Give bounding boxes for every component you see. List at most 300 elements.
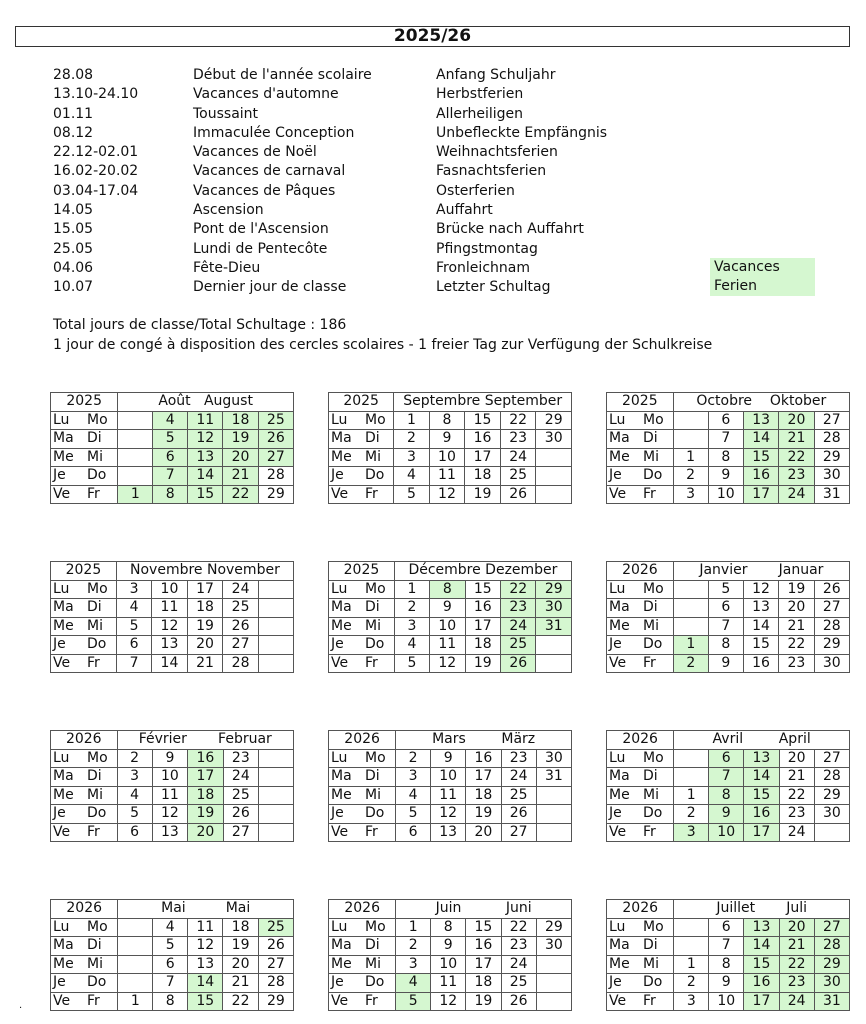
weekday-de: Mi <box>365 448 381 465</box>
day-cell <box>258 617 293 636</box>
weekday-fr: Je <box>53 636 66 653</box>
day-cell: 22 <box>779 636 814 655</box>
day-cell: 10 <box>152 768 187 787</box>
day-cell-holiday: 11 <box>188 411 223 430</box>
day-cell-holiday: 16 <box>744 805 779 824</box>
day-cell: 8 <box>709 955 744 974</box>
day-cell <box>259 768 294 787</box>
day-cell: 27 <box>501 823 536 842</box>
day-cell: 3 <box>117 768 152 787</box>
day-cell <box>673 617 708 636</box>
day-cell-holiday: 16 <box>744 974 779 993</box>
day-cell: 26 <box>258 937 293 956</box>
weekday-label <box>51 485 118 504</box>
day-cell-holiday: 21 <box>779 430 814 449</box>
day-cell: 2 <box>396 937 431 956</box>
day-cell: 1 <box>396 918 431 937</box>
weekday-fr: Ve <box>331 485 349 502</box>
day-cell: 11 <box>429 467 465 486</box>
day-cell <box>118 411 153 430</box>
day-cell: 23 <box>779 805 814 824</box>
day-cell: 25 <box>501 786 536 805</box>
month-name: Décembre Dezember <box>394 562 571 581</box>
weekday-label <box>607 448 674 467</box>
day-cell-holiday: 5 <box>153 430 188 449</box>
day-cell: 16 <box>743 654 778 673</box>
weekday-label <box>51 430 118 449</box>
weekday-fr: Je <box>331 467 344 484</box>
weekday-label <box>329 448 394 467</box>
weekday-label <box>51 448 118 467</box>
day-cell: 26 <box>501 805 536 824</box>
day-cell: 22 <box>779 786 814 805</box>
day-cell: 26 <box>501 992 536 1011</box>
day-cell: 12 <box>743 580 778 599</box>
day-cell: 2 <box>394 599 429 618</box>
day-cell: 31 <box>536 768 571 787</box>
weekday-fr: Ma <box>331 937 352 954</box>
weekday-de: Mo <box>365 749 386 766</box>
weekday-label <box>51 599 117 618</box>
day-cell-holiday: 14 <box>188 467 223 486</box>
month-year: 2026 <box>329 900 396 919</box>
day-cell: 4 <box>153 918 188 937</box>
day-cell-holiday: 20 <box>188 823 223 842</box>
weekday-fr: Lu <box>53 918 70 935</box>
month-name: Octobre Oktober <box>673 393 849 412</box>
weekday-label <box>51 823 118 842</box>
day-cell: 25 <box>223 599 259 618</box>
day-cell <box>673 430 708 449</box>
event-date: 01.11 <box>53 105 94 122</box>
weekday-fr: Je <box>609 805 622 822</box>
weekday-fr: Ma <box>53 599 74 616</box>
event-date: 16.02-20.02 <box>53 163 139 180</box>
weekday-fr: Je <box>53 974 66 991</box>
weekday-de: Fr <box>87 992 100 1009</box>
day-cell-holiday: 2 <box>673 654 708 673</box>
day-cell: 3 <box>396 768 431 787</box>
weekday-fr: Je <box>331 636 344 653</box>
day-cell: 8 <box>708 636 743 655</box>
day-cell <box>118 974 153 993</box>
weekday-fr: Je <box>609 467 622 484</box>
day-cell <box>673 580 708 599</box>
weekday-de: Do <box>365 974 385 991</box>
day-cell-holiday: 29 <box>814 955 849 974</box>
day-cell-holiday: 8 <box>153 485 188 504</box>
day-cell-holiday: 8 <box>430 580 465 599</box>
weekday-de: Mo <box>87 749 108 766</box>
day-cell: 18 <box>465 467 501 486</box>
weekday-fr: Je <box>53 467 66 484</box>
weekday-fr: Me <box>53 617 74 634</box>
day-cell: 7 <box>116 654 151 673</box>
weekday-label <box>51 805 118 824</box>
day-cell: 22 <box>500 411 536 430</box>
month-year: 2026 <box>607 562 674 581</box>
day-cell: 14 <box>152 654 188 673</box>
day-cell-holiday: 29 <box>536 580 572 599</box>
weekday-label <box>607 786 674 805</box>
day-cell-holiday: 4 <box>153 411 188 430</box>
event-label-fr: Vacances de Pâques <box>193 182 336 199</box>
day-cell-holiday: 14 <box>743 430 778 449</box>
weekday-fr: Lu <box>331 411 348 428</box>
weekday-label <box>329 749 396 768</box>
day-cell <box>258 636 293 655</box>
day-cell-holiday: 14 <box>744 768 779 787</box>
event-date: 10.07 <box>53 279 94 296</box>
day-cell: 11 <box>431 974 466 993</box>
month-table <box>328 561 572 673</box>
day-cell: 30 <box>536 430 572 449</box>
weekday-fr: Lu <box>53 580 70 597</box>
day-cell: 19 <box>466 805 501 824</box>
day-cell: 5 <box>116 617 151 636</box>
event-label-de: Pfingstmontag <box>436 240 538 257</box>
day-cell: 25 <box>223 786 258 805</box>
day-cell: 24 <box>223 768 258 787</box>
weekday-fr: Ve <box>609 485 627 502</box>
day-cell: 2 <box>674 974 709 993</box>
weekday-de: Do <box>643 805 663 822</box>
day-cell-holiday: 17 <box>744 992 779 1011</box>
day-cell: 11 <box>152 599 188 618</box>
day-cell-holiday: 22 <box>223 485 258 504</box>
day-cell-holiday: 30 <box>814 974 849 993</box>
weekday-fr: Ve <box>609 823 627 840</box>
weekday-fr: Lu <box>331 580 348 597</box>
day-cell: 18 <box>466 786 501 805</box>
weekday-fr: Lu <box>53 411 70 428</box>
day-cell: 4 <box>116 599 151 618</box>
day-cell-holiday: 22 <box>779 448 814 467</box>
day-cell: 20 <box>466 823 501 842</box>
day-cell-holiday: 27 <box>814 918 849 937</box>
event-label-fr: Début de l'année scolaire <box>193 67 372 83</box>
day-cell: 3 <box>674 992 709 1011</box>
event-label-de: Fasnachtsferien <box>436 163 547 180</box>
day-cell <box>536 467 572 486</box>
weekday-de: Di <box>87 430 102 447</box>
weekday-fr: Ma <box>53 937 74 954</box>
weekday-de: Mi <box>87 448 103 465</box>
day-cell-holiday: 17 <box>744 823 779 842</box>
event-date: 22.12-02.01 <box>53 144 139 161</box>
weekday-fr: Lu <box>53 749 70 766</box>
day-cell: 9 <box>152 749 187 768</box>
weekday-de: Fr <box>365 654 378 671</box>
weekday-de: Do <box>87 974 107 991</box>
day-cell: 28 <box>814 617 849 636</box>
weekday-label <box>51 992 118 1011</box>
event-label-de: Weihnachtsferien <box>436 144 558 161</box>
weekday-fr: Me <box>53 955 74 972</box>
weekday-de: Mi <box>643 786 659 803</box>
day-cell: 12 <box>152 805 187 824</box>
day-cell-holiday: 14 <box>744 937 779 956</box>
event-date: 25.05 <box>53 240 94 257</box>
day-cell: 30 <box>536 749 571 768</box>
weekday-de: Do <box>87 636 107 653</box>
day-cell: 19 <box>466 992 501 1011</box>
day-cell: 21 <box>187 654 223 673</box>
weekday-label <box>51 918 118 937</box>
weekday-de: Di <box>87 768 102 785</box>
day-cell: 2 <box>117 749 152 768</box>
day-cell: 6 <box>116 636 151 655</box>
day-cell: 1 <box>674 786 709 805</box>
month-table <box>328 899 572 1011</box>
day-cell: 3 <box>116 580 151 599</box>
day-cell-holiday: 7 <box>153 467 188 486</box>
weekday-label <box>329 786 396 805</box>
day-cell: 30 <box>814 467 849 486</box>
day-cell: 11 <box>430 636 465 655</box>
weekday-fr: Je <box>331 974 344 991</box>
event-label-fr: Lundi de Pentecôte <box>193 240 328 257</box>
weekday-label <box>607 617 674 636</box>
day-cell-holiday: 25 <box>258 411 293 430</box>
weekday-fr: Ve <box>331 823 349 840</box>
day-cell: 23 <box>501 937 536 956</box>
weekday-label <box>51 467 118 486</box>
day-cell <box>673 599 708 618</box>
weekday-de: Do <box>87 805 107 822</box>
weekday-de: Do <box>643 467 663 484</box>
weekday-label <box>607 636 674 655</box>
day-cell: 23 <box>500 430 536 449</box>
day-cell: 9 <box>430 599 465 618</box>
day-cell: 27 <box>223 636 259 655</box>
month-table <box>606 899 850 1011</box>
weekday-de: Di <box>365 937 380 954</box>
event-label-de: Fronleichnam <box>436 259 530 276</box>
day-cell: 7 <box>709 937 744 956</box>
day-cell: 22 <box>223 992 258 1011</box>
day-cell <box>536 636 572 655</box>
day-cell <box>814 823 849 842</box>
day-cell: 19 <box>465 485 501 504</box>
weekday-label <box>329 937 396 956</box>
day-cell: 24 <box>779 823 814 842</box>
weekday-de: Mi <box>365 617 381 634</box>
day-cell: 19 <box>223 937 258 956</box>
month-name: Février Februar <box>117 731 293 750</box>
day-cell: 4 <box>394 636 429 655</box>
weekday-label <box>329 823 396 842</box>
weekday-de: Mo <box>365 918 386 935</box>
day-cell: 29 <box>258 992 293 1011</box>
totals-block <box>53 315 712 355</box>
day-cell-holiday: 8 <box>709 786 744 805</box>
day-cell-holiday: 21 <box>779 937 814 956</box>
event-label-fr: Immaculée Conception <box>193 124 355 141</box>
event-label-fr: Vacances d'automne <box>193 86 339 103</box>
weekday-label <box>329 411 394 430</box>
day-cell: 21 <box>223 974 258 993</box>
day-cell: 27 <box>223 823 258 842</box>
day-cell-holiday: 31 <box>536 617 572 636</box>
day-cell: 16 <box>465 430 501 449</box>
weekday-fr: Ma <box>331 430 352 447</box>
event-label-fr: Vacances de Noël <box>193 144 317 161</box>
day-cell: 2 <box>394 430 429 449</box>
weekday-label <box>51 617 117 636</box>
day-cell: 13 <box>743 599 778 618</box>
day-cell-holiday: 16 <box>188 749 223 768</box>
weekday-label <box>607 430 674 449</box>
month-table <box>50 561 294 673</box>
weekday-label <box>607 974 674 993</box>
weekday-label <box>51 411 118 430</box>
day-cell: 3 <box>396 955 431 974</box>
weekday-label <box>329 805 396 824</box>
weekday-label <box>329 636 395 655</box>
day-cell: 25 <box>501 974 536 993</box>
event-date: 13.10-24.10 <box>53 86 139 103</box>
weekday-fr: Ma <box>53 768 74 785</box>
weekday-label <box>607 599 674 618</box>
day-cell: 28 <box>223 654 259 673</box>
weekday-fr: Me <box>609 955 630 972</box>
day-cell-holiday: 25 <box>258 918 293 937</box>
day-cell: 8 <box>429 411 465 430</box>
weekday-de: Mo <box>643 918 664 935</box>
weekday-label <box>51 768 118 787</box>
day-cell <box>259 786 294 805</box>
weekday-de: Mi <box>643 955 659 972</box>
weekday-label <box>607 768 674 787</box>
weekday-fr: Me <box>609 448 630 465</box>
day-cell-holiday: 4 <box>396 974 431 993</box>
day-cell: 7 <box>153 974 188 993</box>
day-cell-holiday: 13 <box>744 749 779 768</box>
day-cell-holiday: 24 <box>779 992 814 1011</box>
day-cell: 10 <box>431 955 466 974</box>
weekday-de: Mo <box>643 580 664 597</box>
day-cell: 7 <box>708 617 743 636</box>
weekday-de: Fr <box>365 485 378 502</box>
free-day-note: 1 jour de congé à disposition des cercles scolaires - 1 freier Tag zur Verfügung der Schulkreise <box>53 337 713 353</box>
day-cell: 1 <box>394 580 429 599</box>
day-cell-holiday: 17 <box>188 768 223 787</box>
day-cell <box>674 918 709 937</box>
weekday-de: Do <box>365 636 385 653</box>
weekday-fr: Ve <box>331 654 349 671</box>
day-cell-holiday: 20 <box>223 448 258 467</box>
weekday-de: Di <box>87 937 102 954</box>
weekday-fr: Me <box>331 955 352 972</box>
day-cell: 28 <box>258 974 293 993</box>
weekday-de: Di <box>365 599 380 616</box>
day-cell: 2 <box>674 805 709 824</box>
event-label-de: Auffahrt <box>436 202 493 219</box>
weekday-de: Di <box>87 599 102 616</box>
day-cell-holiday: 24 <box>501 617 536 636</box>
month-table <box>50 899 294 1011</box>
event-date: 03.04-17.04 <box>53 182 139 199</box>
day-cell: 24 <box>501 768 536 787</box>
event-date: 14.05 <box>53 202 94 219</box>
weekday-label <box>607 955 674 974</box>
month-year: 2026 <box>607 900 674 919</box>
day-cell <box>536 955 571 974</box>
weekday-fr: Ma <box>331 599 352 616</box>
day-cell <box>536 448 572 467</box>
event-label-de: Anfang Schuljahr <box>436 67 556 83</box>
weekday-fr: Je <box>609 636 622 653</box>
weekday-de: Mo <box>365 580 386 597</box>
day-cell: 12 <box>188 937 223 956</box>
day-cell: 12 <box>431 805 466 824</box>
month-name: Avril April <box>674 731 850 750</box>
day-cell <box>536 992 571 1011</box>
day-cell: 24 <box>501 955 536 974</box>
day-cell: 2 <box>396 749 431 768</box>
day-cell-holiday: 6 <box>709 749 744 768</box>
day-cell <box>536 823 571 842</box>
weekday-de: Do <box>365 805 385 822</box>
day-cell-holiday: 24 <box>779 485 814 504</box>
weekday-de: Mi <box>87 786 103 803</box>
weekday-label <box>607 937 674 956</box>
weekday-de: Do <box>365 467 385 484</box>
weekday-de: Mi <box>365 786 381 803</box>
weekday-fr: Ma <box>609 430 630 447</box>
day-cell <box>118 448 153 467</box>
day-cell: 4 <box>396 786 431 805</box>
weekday-de: Fr <box>643 654 656 671</box>
weekday-fr: Ma <box>609 599 630 616</box>
weekday-label <box>607 918 674 937</box>
weekday-label <box>329 918 396 937</box>
day-cell-holiday: 16 <box>743 467 778 486</box>
weekday-label <box>51 786 118 805</box>
day-cell-holiday: 3 <box>674 823 709 842</box>
month-year: 2025 <box>607 393 674 412</box>
weekday-label <box>51 974 118 993</box>
weekday-de: Mi <box>643 448 659 465</box>
weekday-de: Fr <box>365 823 378 840</box>
event-label-fr: Pont de l'Ascension <box>193 221 329 238</box>
day-cell: 9 <box>431 749 466 768</box>
day-cell-holiday: 23 <box>779 974 814 993</box>
day-cell <box>536 805 571 824</box>
day-cell-holiday: 28 <box>814 937 849 956</box>
month-name: Juillet Juli <box>674 900 850 919</box>
holiday-legend <box>710 258 815 296</box>
day-cell: 12 <box>429 485 465 504</box>
day-cell: 17 <box>465 448 501 467</box>
month-name: Juin Juni <box>396 900 572 919</box>
day-cell-holiday: 13 <box>743 411 778 430</box>
day-cell-holiday: 20 <box>779 918 814 937</box>
day-cell: 19 <box>187 617 223 636</box>
day-cell: 29 <box>536 411 572 430</box>
weekday-de: Fr <box>87 485 100 502</box>
day-cell <box>536 974 571 993</box>
day-cell: 1 <box>673 448 708 467</box>
month-name: Août August <box>118 393 294 412</box>
weekday-label <box>329 580 395 599</box>
day-cell: 10 <box>152 580 188 599</box>
day-cell: 28 <box>814 430 849 449</box>
day-cell <box>118 430 153 449</box>
weekday-de: Mo <box>643 411 664 428</box>
weekday-label <box>329 599 395 618</box>
